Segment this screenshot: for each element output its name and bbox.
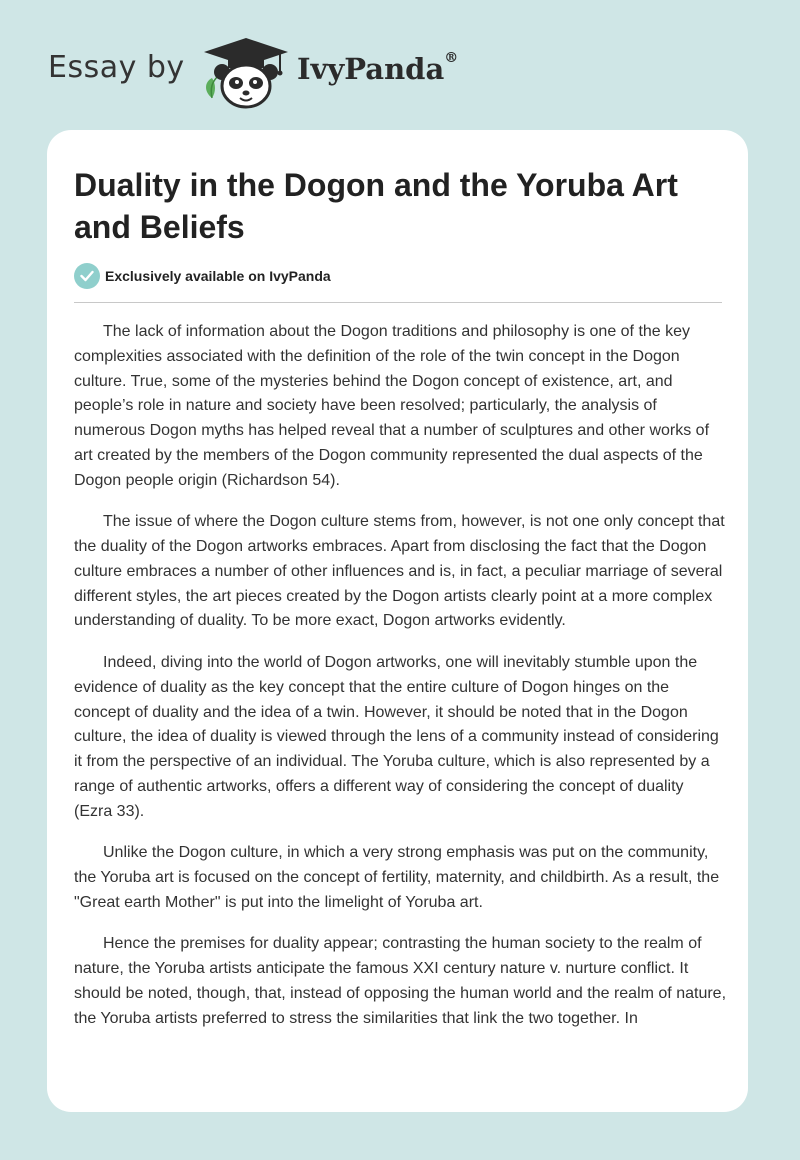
exclusive-badge	[74, 262, 331, 290]
brand-logo-text[interactable]	[297, 52, 458, 86]
paragraph: Unlike the Dogon culture, in which a very strong emphasis was put on the community, the Yoruba art is focused on the concept of fertility, maternity, and childbirth. As a result, the "Great earth Mother" is put into the limelight of Yoruba art.	[74, 844, 720, 911]
brand-name: IvyPanda	[297, 52, 445, 86]
essay-by-label: Essay by	[48, 50, 185, 85]
page-title: Duality in the Dogon and the Yoruba Art and Beliefs	[74, 167, 678, 245]
badge-label: Exclusively available on IvyPanda	[105, 268, 331, 284]
paragraph: The lack of information about the Dogon traditions and philosophy is one of the key complexities associated with the definition of the role of the twin concept in the Dogon culture. True, some of the mysteries behind the Dogon concept of existence, art, and people’s role in nature and society have been resolved; particularly, the analysis of numerous Dogon myths has helped reveal that a number of sculptures and other works of art created by the members of the Dogon community represented the dual aspects of the Dogon people origin (Richardson 54).	[74, 323, 710, 489]
panda-graduate-icon[interactable]	[200, 36, 292, 110]
paragraph: Hence the premises for duality appear; contrasting the human society to the realm of nature, the Yoruba artists anticipate the famous XXI century nature v. nurture conflict. It should be noted, though, that, instead of opposing the human world and the realm of nature, the Yoruba artists preferred to stress the similarities that link the two together. In	[74, 935, 727, 1027]
trademark-symbol: ®	[444, 50, 459, 66]
essay-body	[74, 320, 726, 1048]
paragraph: Indeed, diving into the world of Dogon artworks, one will inevitably stumble upon the evidence of duality as the key concept that the entire culture of Dogon hinges on the concept of duality and the idea of a twin. However, it should be noted that in the Dogon culture, the idea of duality is viewed through the lens of a community instead of considering it from the perspective of an individual. The Yoruba culture, which is also represented by a range of authentic artworks, offers a different way of considering the concept of duality (Ezra 33).	[74, 653, 719, 820]
essay-card	[47, 130, 748, 1112]
check-circle-icon	[74, 263, 100, 289]
divider	[74, 302, 722, 303]
paragraph: The issue of where the Dogon culture stems from, however, is not one only concept that the duality of the Dogon artworks embraces. Apart from disclosing the fact that the Dogon culture embraces a number of other influences and is, in fact, a peculiar marriage of several different styles, the art pieces created by the Dogon artists clearly point at a more complex understanding of duality. To be more exact, Dogon artworks evidently.	[74, 513, 725, 630]
site-header	[0, 0, 800, 130]
